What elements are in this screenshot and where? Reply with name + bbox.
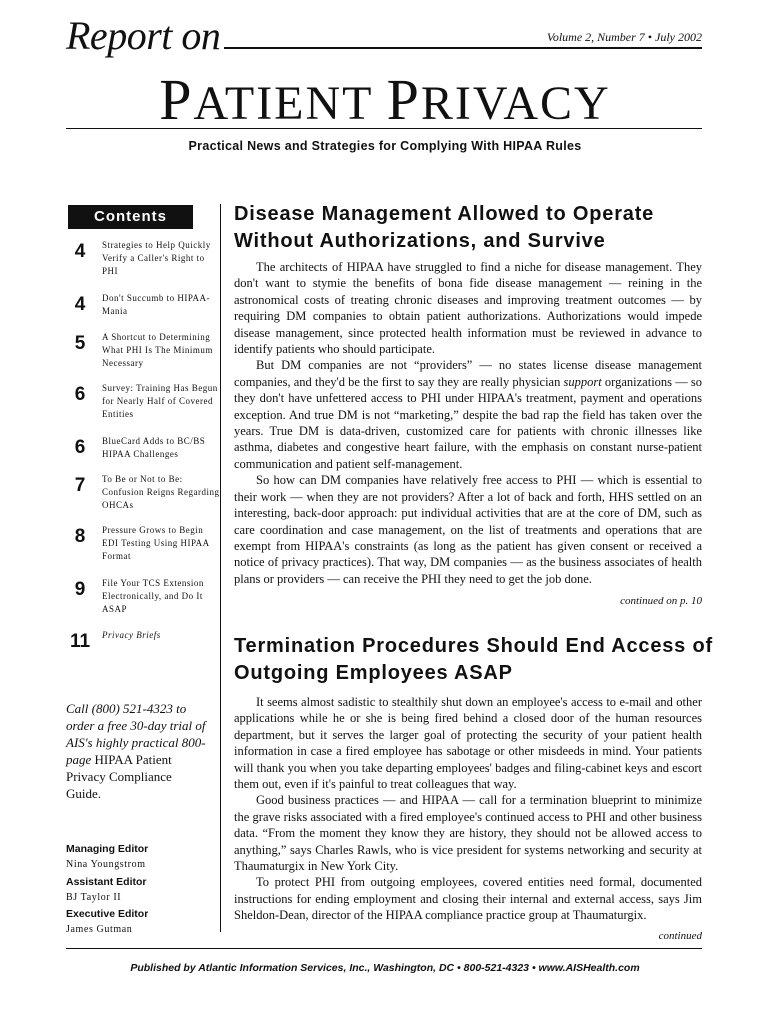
text-run: organizations — so they don't have unfettered access to PHI under HIPAA's treatment, payment and operations exception. And true DM is not “marketing,” despite the bad rap the field has taken over the years. True DM is data-driven, customized care for patients with chronic illnesses like asthma, diabetes and congestive heart failure, with the emphasis on constant nurse-patient communication and patient self-management. — [234, 374, 702, 471]
toc-item[interactable] — [68, 577, 218, 621]
toc-title[interactable]: Strategies to Help Quickly Verify a Caller's Right to PHI — [102, 240, 211, 276]
column-divider — [220, 204, 221, 932]
paragraph: Good business practices — and HIPAA — call for a termination blueprint to minimize the grave risks associated with a fired employee's continued access to PHI and other business data. “From the moment they know they are history, they should not be allowed access to anything,” says Charles Rawls, who is vice president for systems networking and security at Thaumaturgix in New York City. — [234, 793, 702, 874]
article-body — [234, 259, 702, 587]
toc-page-number: 9 — [74, 579, 86, 600]
toc-item[interactable] — [68, 629, 218, 652]
continued-link[interactable]: continued — [658, 930, 702, 942]
assistant-editor-name: BJ Taylor II — [66, 892, 122, 903]
toc-item[interactable] — [68, 473, 218, 517]
continued-link[interactable]: continued on p. 10 — [620, 595, 702, 607]
report-on-title: Report on — [66, 13, 221, 58]
toc-item[interactable] — [68, 331, 218, 375]
toc-page-number: 11 — [69, 631, 91, 652]
toc-title[interactable]: File Your TCS Extension Electronically, and Do It ASAP — [102, 578, 204, 614]
toc-item[interactable] — [68, 382, 218, 426]
toc-page-number: 4 — [74, 294, 86, 315]
emphasis: support — [563, 374, 602, 389]
title-initial: P — [386, 67, 421, 132]
trial-offer-text: Call (800) 521-4323 to order a free 30-day trial of AIS's highly practical 800-page — [66, 701, 206, 767]
toc-item[interactable] — [68, 524, 218, 568]
contents-heading: Contents — [68, 205, 193, 229]
header-rule — [224, 47, 702, 49]
publisher-footer: Published by Atlantic Information Services, Inc., Washington, DC • 800-521-4323 • www.AISHealth.com — [130, 962, 640, 974]
toc-title[interactable]: To Be or Not to Be: Confusion Reigns Regarding OHCAs — [102, 474, 220, 510]
paragraph: To protect PHI from outgoing employees, covered entities need formal, documented instructions for ending employment and closing their internal and external access, says Jim Sheldon-Dean, director of the HIPAA compliance practice group at Thaumaturgix. — [234, 875, 702, 923]
managing-editor-label: Managing Editor — [66, 843, 149, 855]
trial-offer-product: HIPAA Patient Privacy Compliance Guide. — [66, 752, 172, 801]
trial-offer — [66, 700, 206, 802]
executive-editor-name: James Gutman — [66, 924, 133, 935]
toc-title[interactable]: Privacy Briefs — [102, 630, 161, 640]
tagline: Practical News and Strategies for Complying With HIPAA Rules — [188, 139, 582, 153]
toc-item[interactable] — [68, 239, 218, 283]
managing-editor-name: Nina Youngstrom — [66, 859, 146, 870]
toc-page-number: 6 — [74, 437, 86, 458]
paragraph — [234, 357, 702, 472]
title-initial: P — [159, 67, 194, 132]
title-word-part: RIVACY — [420, 77, 611, 130]
toc-title[interactable]: A Shortcut to Determining What PHI Is The Minimum Necessary — [102, 332, 213, 368]
toc-title[interactable]: BlueCard Adds to BC/BS HIPAA Challenges — [102, 436, 206, 459]
article-headline: Termination Procedures Should End Access of Outgoing Employees ASAP — [234, 635, 713, 684]
toc-page-number: 8 — [74, 526, 86, 547]
paragraph: It seems almost sadistic to stealthily shut down an employee's access to e-mail and other applications while he or she is being fired behind a closed door of the human resources department, but it serves the larger goal of protecting the security of your patient health information in case a fired employee has sabotage or other misdeeds in mind. Your patients will thank you when you take departing employees' badges and filing-cabinet keys and escort them out, even if it's painful to treat colleagues that way. — [234, 695, 702, 792]
toc-item[interactable] — [68, 435, 218, 465]
toc-title[interactable]: Don't Succumb to HIPAA-Mania — [102, 293, 211, 316]
toc-page-number: 7 — [74, 475, 86, 496]
toc-title[interactable]: Pressure Grows to Begin EDI Testing Using HIPAA Format — [102, 525, 210, 561]
toc-page-number: 6 — [74, 384, 86, 405]
paragraph: The architects of HIPAA have struggled to find a niche for disease management. They don't want to stymie the benefits of bona fide disease management — reining in the astronomical costs of treating chronic diseases and improving treatment outcomes — by requiring DM companies to obtain patient authorizations. Authorizations would impede disease management, since protected health information must be reviewed in advance to identify patients who should participate. — [234, 260, 702, 357]
paragraph: So how can DM companies have relatively free access to PHI — which is essential to their work — when they are not providers? After a lot of back and forth, HHS settled on an interesting, back-door approach: put individual activities that are at the core of DM, such as care coordination and case management, on the list of treatments and operations that are exempt from HIPAA's constraints (as long as the patient has given consent or received a notice of privacy practices). That way, DM companies — as the business associates of health plans or providers — can receive the PHI they need to get the job done. — [234, 473, 702, 586]
article-headline: Disease Management Allowed to Operate Without Authorizations, and Survive — [234, 203, 655, 252]
publication-title — [0, 66, 770, 133]
toc-page-number: 5 — [74, 333, 86, 354]
header-rule — [66, 128, 702, 129]
toc-item[interactable] — [68, 292, 218, 322]
footer-rule — [66, 948, 702, 949]
toc-title[interactable]: Survey: Training Has Begun for Nearly Half of Covered Entities — [102, 383, 218, 419]
toc-page-number: 4 — [74, 241, 86, 262]
assistant-editor-label: Assistant Editor — [66, 876, 147, 888]
executive-editor-label: Executive Editor — [66, 908, 149, 920]
issue-info: Volume 2, Number 7 • July 2002 — [546, 30, 702, 44]
title-word-part: ATIENT — [193, 77, 387, 130]
text-run: But DM companies are not “providers” — no states license disease management companies, and they'd be the first to say they are really physician — [234, 358, 702, 389]
article-body — [234, 694, 702, 924]
